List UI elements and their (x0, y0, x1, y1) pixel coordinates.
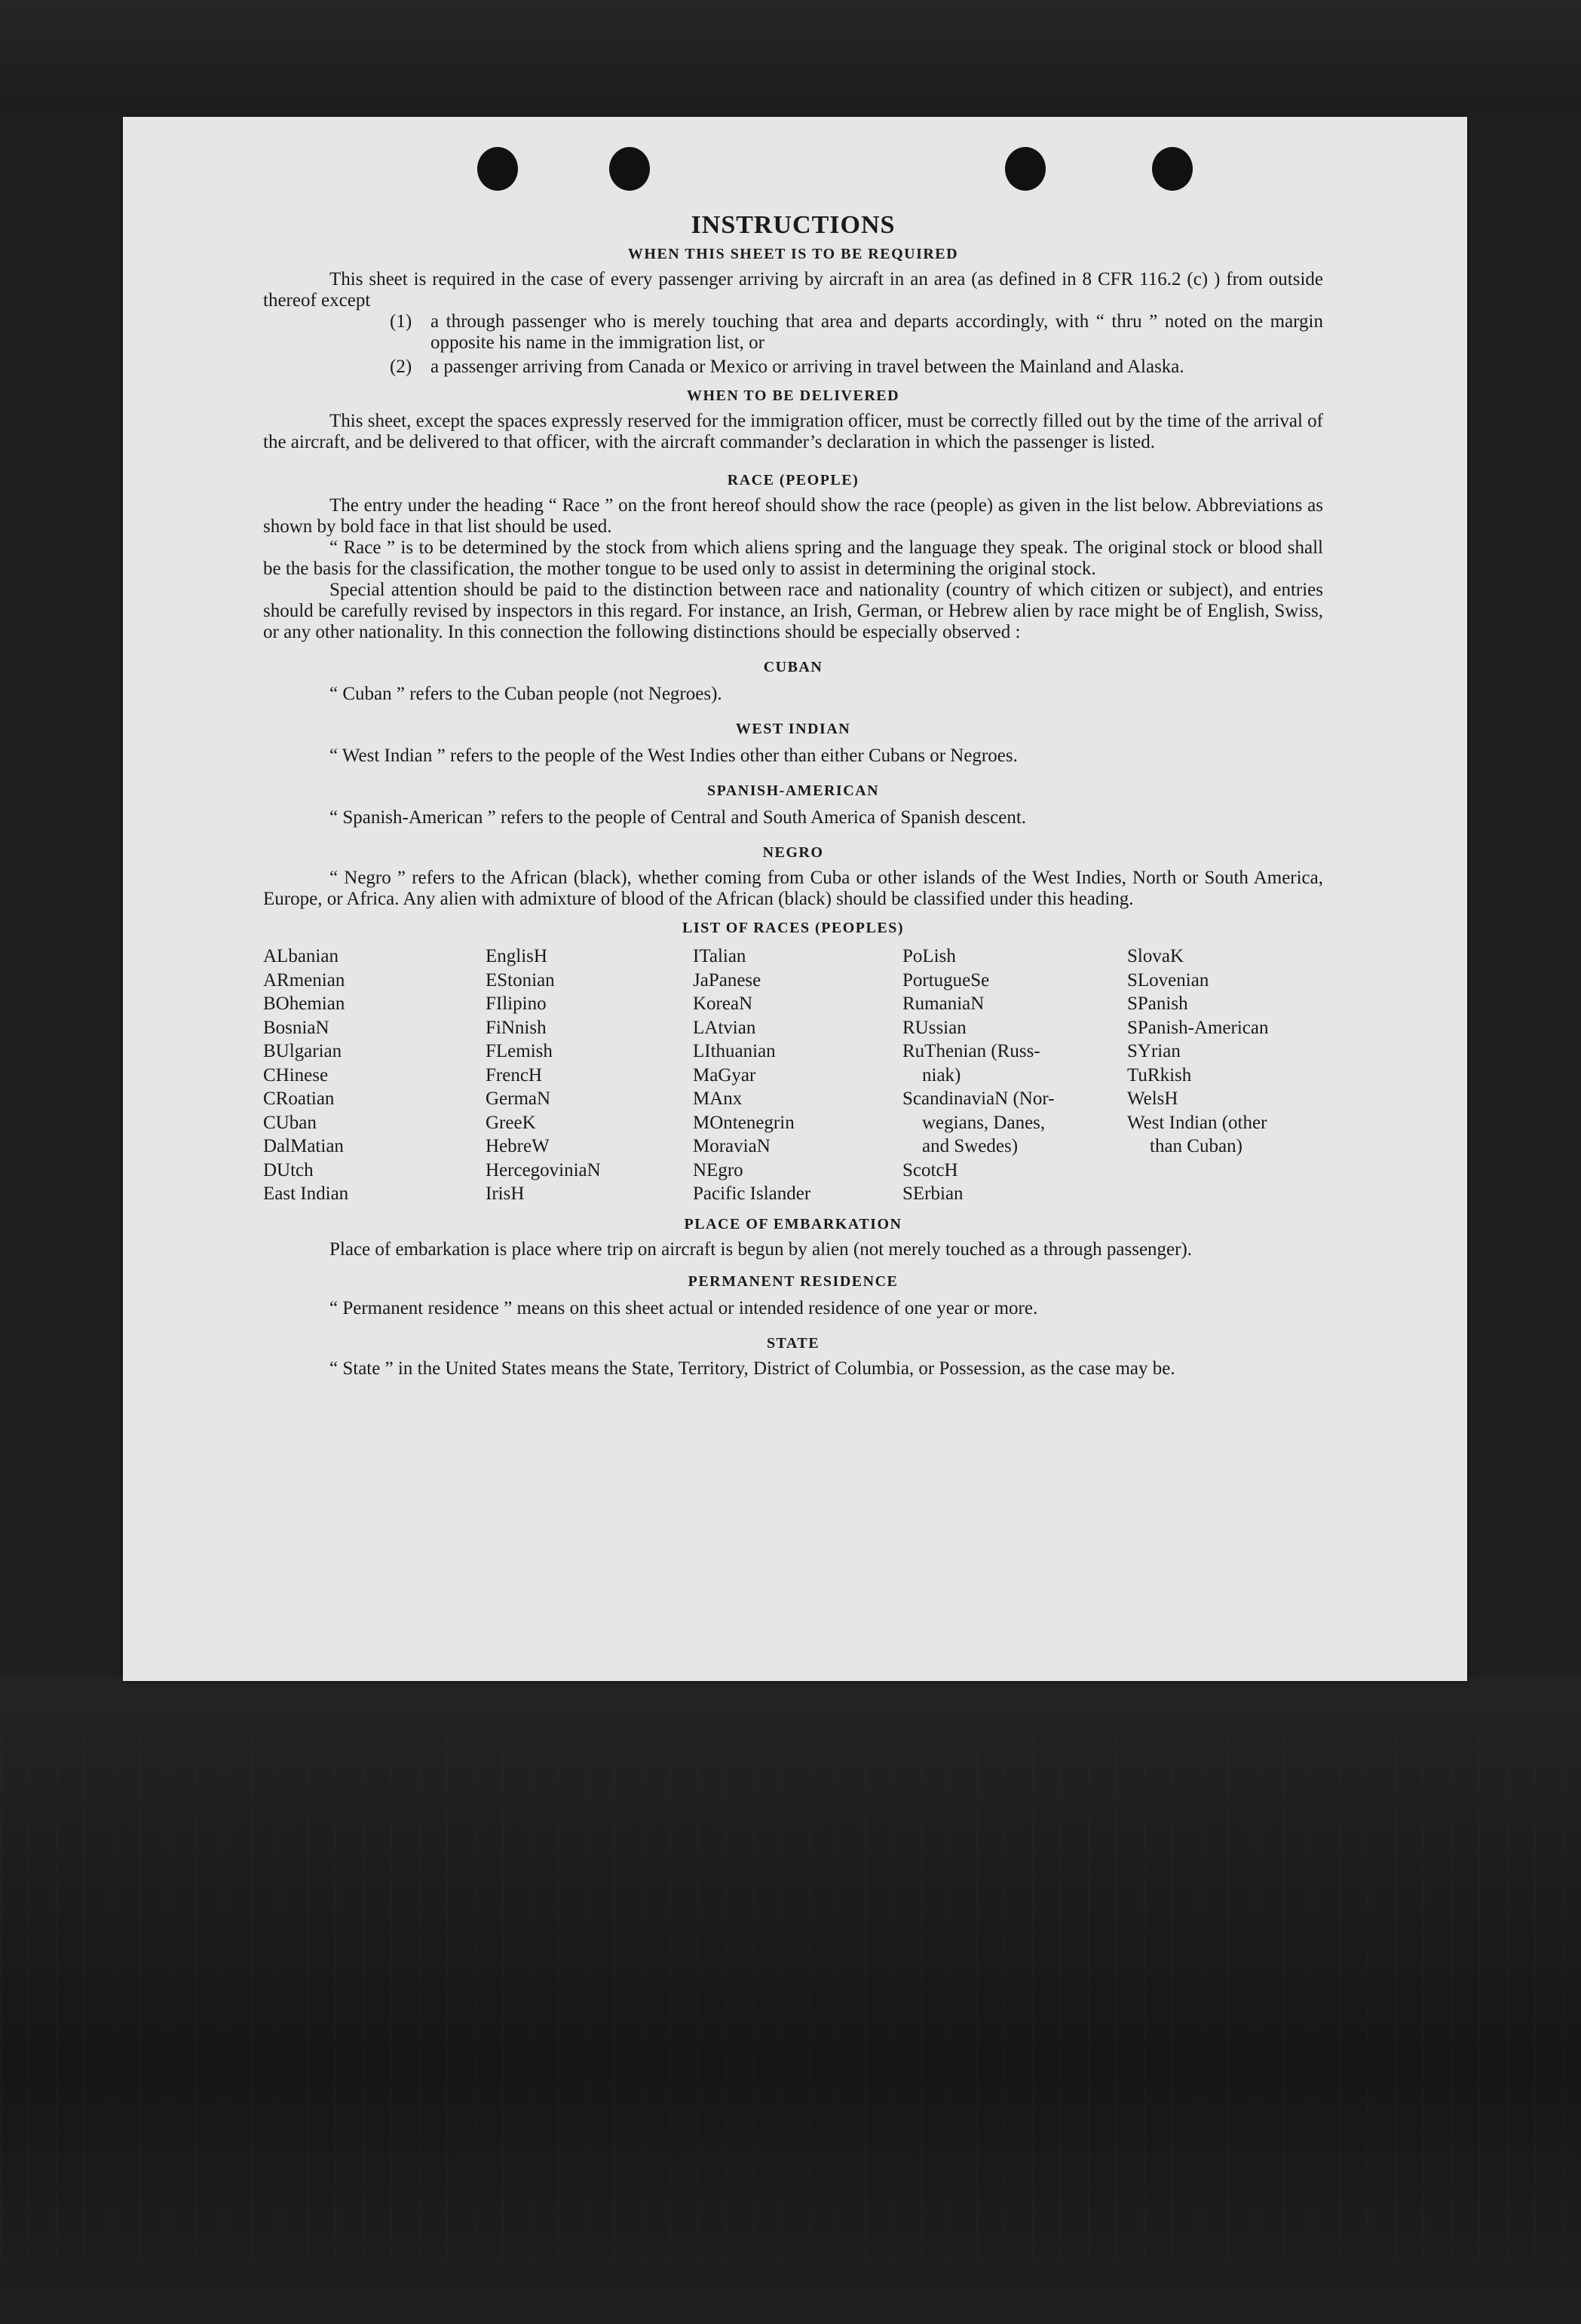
section-paragraph: “ Permanent residence ” means on this sheet actual or intended residence of one year or more. (329, 1297, 1038, 1318)
section-paragraph: The entry under the heading “ Race ” on the front hereof should show the race (people) as given in the list below. Abbreviations as shown by bold face in that list should be used. (263, 495, 1323, 537)
section-heading: LIST OF RACES (PEOPLES) (682, 920, 904, 936)
race-entry: TuRkish (1127, 1064, 1192, 1085)
race-entry: PortugueSe (902, 969, 990, 991)
race-entry: ITalian (693, 946, 746, 966)
section-heading: SPANISH-AMERICAN (706, 782, 880, 799)
list-item-text: a passenger arriving from Canada or Mexico or arriving in travel between the Mainland and Alaska. (430, 357, 1184, 377)
race-entry: DUtch (263, 1159, 314, 1180)
race-entry: FLemish (486, 1041, 553, 1061)
race-entry: WelsH (1127, 1089, 1178, 1109)
race-entry: ALbanian (263, 946, 339, 966)
race-entry: LAtvian (693, 1017, 756, 1038)
section-paragraph: “ Negro ” refers to the African (black), whether coming from Cuba or other islands of the West Indies, North or South America, Europe, or Africa. Any alien with admixture of blood of the African (black) should be classified under this heading. (263, 868, 1323, 909)
section-paragraph: “ Spanish-American ” refers to the people of Central and South America of Spanish descent. (329, 807, 1027, 828)
race-entry: HercegoviniaN (486, 1159, 601, 1180)
list-item-number: (1) (390, 311, 412, 332)
punch-hole-icon (609, 147, 650, 191)
race-entry: CUban (263, 1112, 317, 1133)
section-heading: PLACE OF EMBARKATION (684, 1215, 902, 1232)
section-paragraph: This sheet, except the spaces expressly reserved for the immigration officer, must be correctly filled out by the time of the arrival of the aircraft, and be delivered to that officer, with the aircraft commander’s declaration in which the passenger is listed. (263, 411, 1323, 452)
race-entry: BOhemian (263, 994, 345, 1014)
race-entry: ScandinaviaN (Nor- (902, 1089, 1055, 1109)
section-paragraph: “ State ” in the United States means the State, Territory, District of Columbia, or Possession, as the case may be. (329, 1358, 1175, 1379)
race-entry: SYrian (1127, 1041, 1181, 1061)
races-column (902, 945, 1127, 1206)
punch-hole-icon (477, 147, 518, 191)
race-entry: DalMatian (263, 1136, 344, 1156)
race-entry: BosniaN (263, 1017, 329, 1038)
race-entry: GreeK (486, 1112, 536, 1133)
race-entry: PoLish (902, 946, 956, 966)
section-heading: WHEN TO BE DELIVERED (686, 387, 900, 404)
race-entry: EStonian (486, 969, 555, 991)
races-column (486, 945, 693, 1206)
race-entry: SLovenian (1127, 969, 1209, 991)
race-entry: RuThenian (Russ- (902, 1041, 1040, 1061)
film-texture (0, 1734, 1581, 2261)
race-entry: MOntenegrin (693, 1112, 795, 1133)
section-paragraph: “ Cuban ” refers to the Cuban people (not Negroes). (329, 684, 722, 704)
race-entry: SPanish-American (1127, 1017, 1269, 1038)
section-paragraph: Place of embarkation is place where trip on aircraft is begun by alien (not merely touched as a through passenger). (329, 1239, 1193, 1260)
race-entry: East Indian (263, 1183, 349, 1204)
races-table (263, 945, 1323, 1206)
race-entry: HebreW (486, 1136, 550, 1156)
section-paragraph: “ West Indian ” refers to the people of the West Indies other than either Cubans or Negroes. (329, 746, 1018, 766)
race-entry: MAnx (693, 1089, 743, 1109)
races-column (263, 945, 486, 1206)
race-entry: FrencH (486, 1064, 542, 1085)
race-entry: IrisH (486, 1183, 525, 1204)
race-entry: RUssian (902, 1017, 967, 1038)
page-title: INSTRUCTIONS (691, 211, 896, 239)
race-entry: MoraviaN (693, 1136, 771, 1156)
race-entry: SlovaK (1127, 946, 1184, 966)
race-entry: SErbian (902, 1183, 964, 1204)
races-column (1127, 945, 1323, 1206)
section-heading: WHEN THIS SHEET IS TO BE REQUIRED (627, 246, 959, 262)
race-entry: ARmenian (263, 969, 345, 991)
race-entry: JaPanese (693, 969, 761, 991)
race-entry: CRoatian (263, 1089, 335, 1109)
punch-hole-icon (1152, 147, 1193, 191)
section-paragraph: Special attention should be paid to the distinction between race and nationality (country of which citizen or subject), and entries should be carefully revised by inspectors in this regard. For instance, an Irish, German, or Hebrew alien by race might be of English, Swiss, or any other nationality. In this connection the following distinctions should be especially observed : (263, 580, 1323, 642)
race-entry: LIthuanian (693, 1041, 776, 1061)
document-page (123, 117, 1467, 1681)
race-entry: NEgro (693, 1159, 743, 1180)
section-paragraph: This sheet is required in the case of every passenger arriving by aircraft in an area (as defined in 8 CFR 116.2 (c) ) from outside thereof except (263, 269, 1323, 311)
section-heading: WEST INDIAN (735, 721, 851, 737)
race-entry: RumaniaN (902, 994, 985, 1014)
section-heading: STATE (766, 1334, 820, 1352)
race-entry: GermaN (486, 1089, 551, 1109)
race-entry: and Swedes) (922, 1136, 1019, 1156)
section-paragraph: “ Race ” is to be determined by the stock from which aliens spring and the language they speak. The original stock or blood shall be the basis for the classification, the mother tongue to be used only to assist in determining the original stock. (263, 537, 1323, 579)
race-entry: SPanish (1127, 994, 1188, 1014)
list-item (390, 311, 1323, 354)
list-item-text: a through passenger who is merely touching that area and departs accordingly, with “ thru ” noted on the margin opposite his name in the immigration list, or (430, 311, 1323, 353)
race-entry: MaGyar (693, 1064, 756, 1085)
section-heading: CUBAN (763, 659, 823, 675)
races-column (693, 945, 902, 1206)
race-entry: niak) (922, 1064, 961, 1085)
punch-hole-icon (1005, 147, 1046, 191)
race-entry: West Indian (other (1127, 1112, 1267, 1133)
section-heading: RACE (PEOPLE) (727, 472, 859, 488)
race-entry: wegians, Danes, (922, 1112, 1046, 1133)
race-entry: BUlgarian (263, 1041, 342, 1061)
list-item-number: (2) (390, 357, 412, 377)
film-border-top (0, 0, 1581, 113)
race-entry: CHinese (263, 1064, 329, 1085)
race-entry: than Cuban) (1150, 1136, 1242, 1156)
race-entry: KoreaN (693, 994, 753, 1014)
section-heading: PERMANENT RESIDENCE (688, 1272, 899, 1290)
instructions-content (263, 211, 1323, 1379)
section-heading: NEGRO (762, 844, 824, 861)
race-entry: FiNnish (486, 1017, 547, 1038)
race-entry: FIlipino (486, 994, 547, 1014)
race-entry: ScotcH (902, 1159, 958, 1180)
race-entry: EnglisH (486, 946, 547, 966)
list-item (390, 357, 1323, 378)
race-entry: Pacific Islander (693, 1183, 811, 1204)
